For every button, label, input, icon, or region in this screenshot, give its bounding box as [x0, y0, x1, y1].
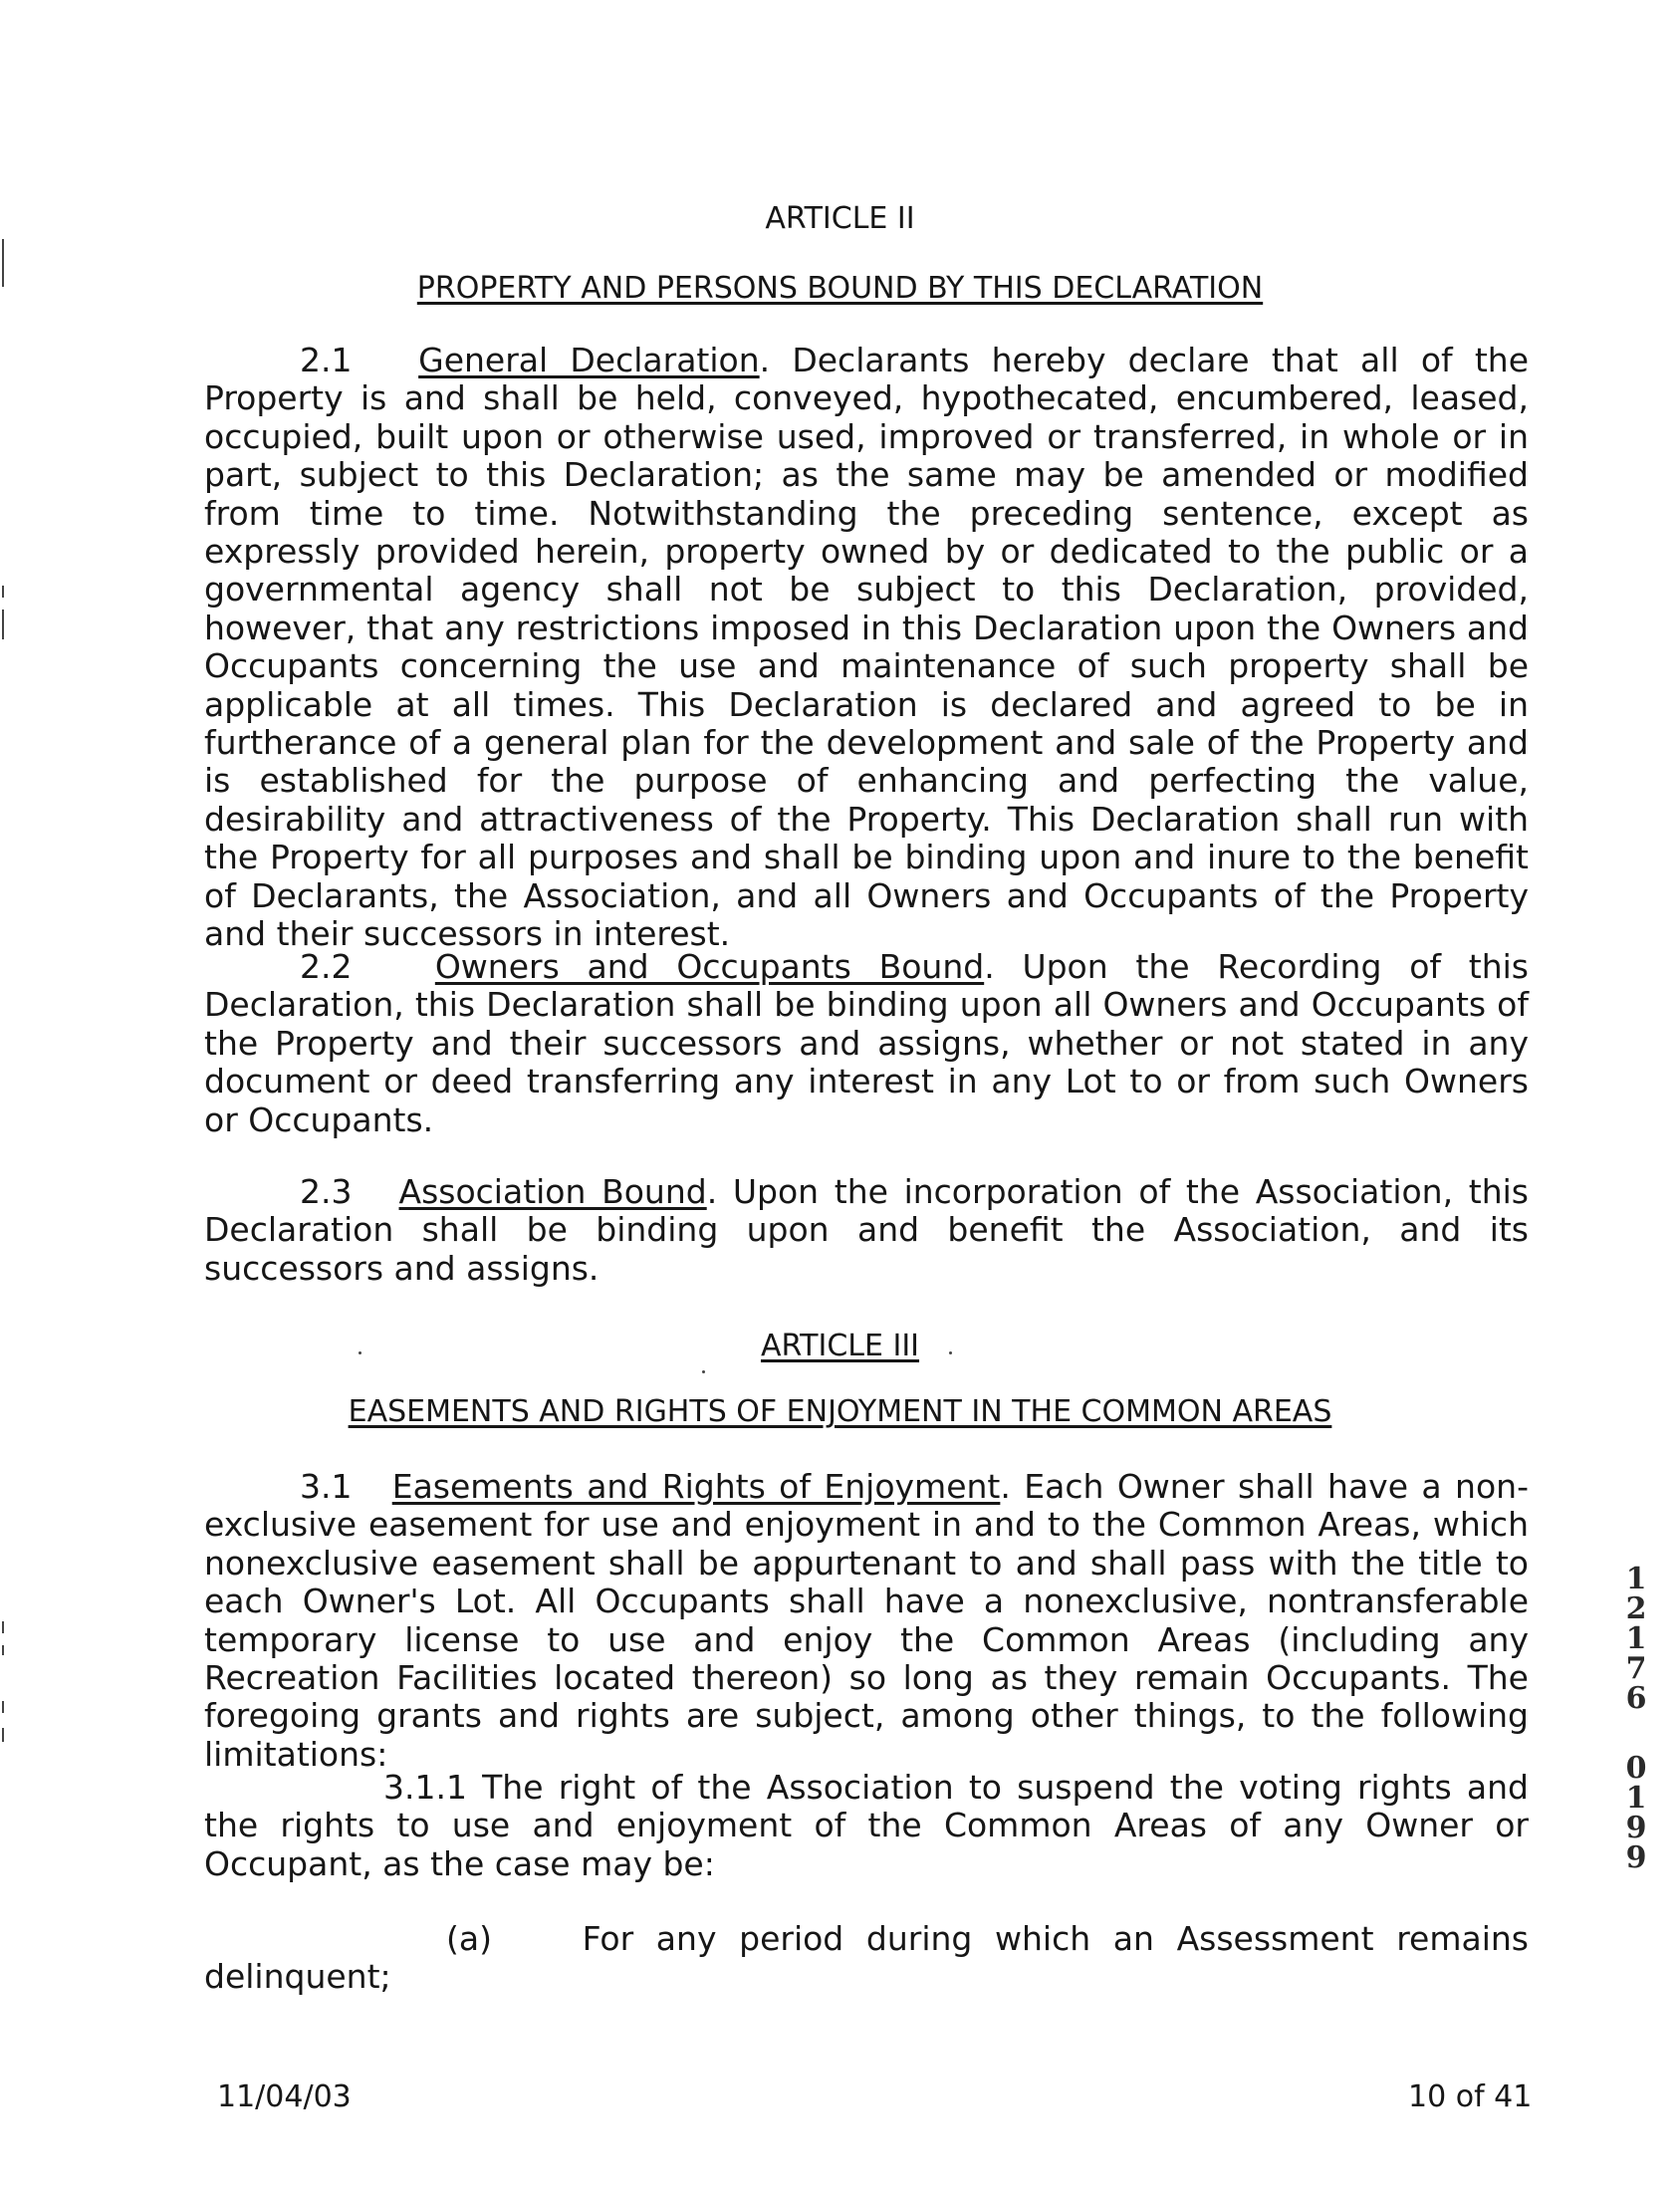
section-2-3-text: . Upon the incorporation of the Association, this Declaration shall be binding upon and benefit the Association, and its successors and assigns.	[204, 1172, 1529, 1288]
scan-mark	[2, 586, 4, 598]
item-a-text: For any period during which an Assessment remains delinquent;	[204, 1919, 1529, 1997]
margin-digit: 9	[1625, 1840, 1647, 1875]
article-3-title: EASEMENTS AND RIGHTS OF ENJOYMENT IN THE COMMON AREAS	[348, 1394, 1332, 1429]
footer-page-number: 10 of 41	[1408, 2079, 1533, 2114]
section-2-3	[204, 1173, 1529, 1288]
section-2-1-number: 2.1	[300, 341, 353, 379]
article-3-heading: ARTICLE III	[760, 1329, 920, 1363]
margin-digit: 1	[1625, 1562, 1647, 1596]
scan-dot	[702, 1370, 705, 1373]
footer-date: 11/04/03	[217, 2079, 352, 2114]
section-3-1-caption: Easements and Rights of Enjoyment	[391, 1467, 1001, 1506]
section-2-2-caption: Owners and Occupants Bound	[434, 947, 985, 986]
section-3-1-number: 3.1	[300, 1467, 353, 1506]
article-2-heading: ARTICLE II	[765, 201, 915, 236]
section-2-3-number: 2.3	[300, 1172, 353, 1211]
margin-digit: 2	[1625, 1591, 1647, 1626]
scan-mark	[2, 1621, 4, 1633]
margin-digit: 0	[1625, 1751, 1647, 1786]
section-3-1	[204, 1468, 1529, 1774]
margin-digit: 1	[1625, 1781, 1647, 1816]
margin-digit: 6	[1625, 1681, 1647, 1716]
section-2-1-text: . Declarants hereby declare that all of the Property is and shall be held, conveyed, hypothecated, encumbered, leased, occupied, built upon or otherwise used, improved or transferred, in whole or in part, subject to this Declaration; as the same may be amended or modified from time to time. Notwithstanding the preceding sentence, except as expressly provided herein, property owned by or dedicated to the public or a governmental agency shall not be subject to this Declaration, provided, however, that any restrictions imposed in this Declaration upon the Owners and Occupants concerning the use and maintenance of such property shall be applicable at all times. This Declaration is declared and agreed to be in furtherance of a general plan for the development and sale of the Property and is established for the purpose of enhancing and perfecting the value, desirability and attractiveness of the Property. This Declaration shall run with the Property for all purposes and shall be binding upon and inure to the benefit of Declarants, the Association, and all Owners and Occupants of the Property and their successors in interest.	[204, 341, 1529, 954]
section-3-1-1-text: 3.1.1 The right of the Association to suspend the voting rights and the rights to use and enjoyment of the Common Areas of any Owner or Occupant, as the case may be:	[204, 1768, 1529, 1883]
section-3-1-text: . Each Owner shall have a non-exclusive easement for use and enjoyment in and to the Common Areas, which nonexclusive easement shall be appurtenant to and shall pass with the title to each Owner's Lot. All Occupants shall have a nonexclusive, nontransferable temporary license to use and enjoy the Common Areas (including any Recreation Facilities located thereon) so long as they remain Occupants. The foregoing grants and rights are subject, among other things, to the following limitations:	[204, 1467, 1529, 1774]
section-2-2-text: . Upon the Recording of this Declaration, this Declaration shall be binding upon all Owners and Occupants of the Property and their successors and assigns, whether or not stated in any document or deed transferring any interest in any Lot to or from such Owners or Occupants.	[204, 947, 1529, 1139]
margin-digit: 1	[1625, 1621, 1647, 1656]
section-2-3-caption: Association Bound	[398, 1172, 707, 1211]
section-2-1-caption: General Declaration	[418, 341, 760, 379]
scan-mark	[2, 1645, 4, 1655]
section-3-1-1	[204, 1769, 1529, 1883]
scan-mark	[2, 1701, 4, 1713]
margin-digit: 9	[1625, 1811, 1647, 1845]
margin-digit: 7	[1625, 1651, 1647, 1686]
item-a	[204, 1920, 1529, 1997]
article-3-title-wrap	[0, 1394, 1680, 1429]
section-2-2-number: 2.2	[300, 947, 353, 986]
section-2-1	[204, 342, 1529, 954]
scan-mark	[2, 1728, 4, 1742]
section-2-2	[204, 948, 1529, 1139]
article-3-heading-wrap	[0, 1329, 1680, 1363]
scan-mark	[2, 610, 4, 639]
item-a-label: (a)	[446, 1919, 492, 1958]
article-2-title: PROPERTY AND PERSONS BOUND BY THIS DECLARATION	[416, 271, 1264, 306]
article-2-title-wrap	[0, 271, 1680, 306]
